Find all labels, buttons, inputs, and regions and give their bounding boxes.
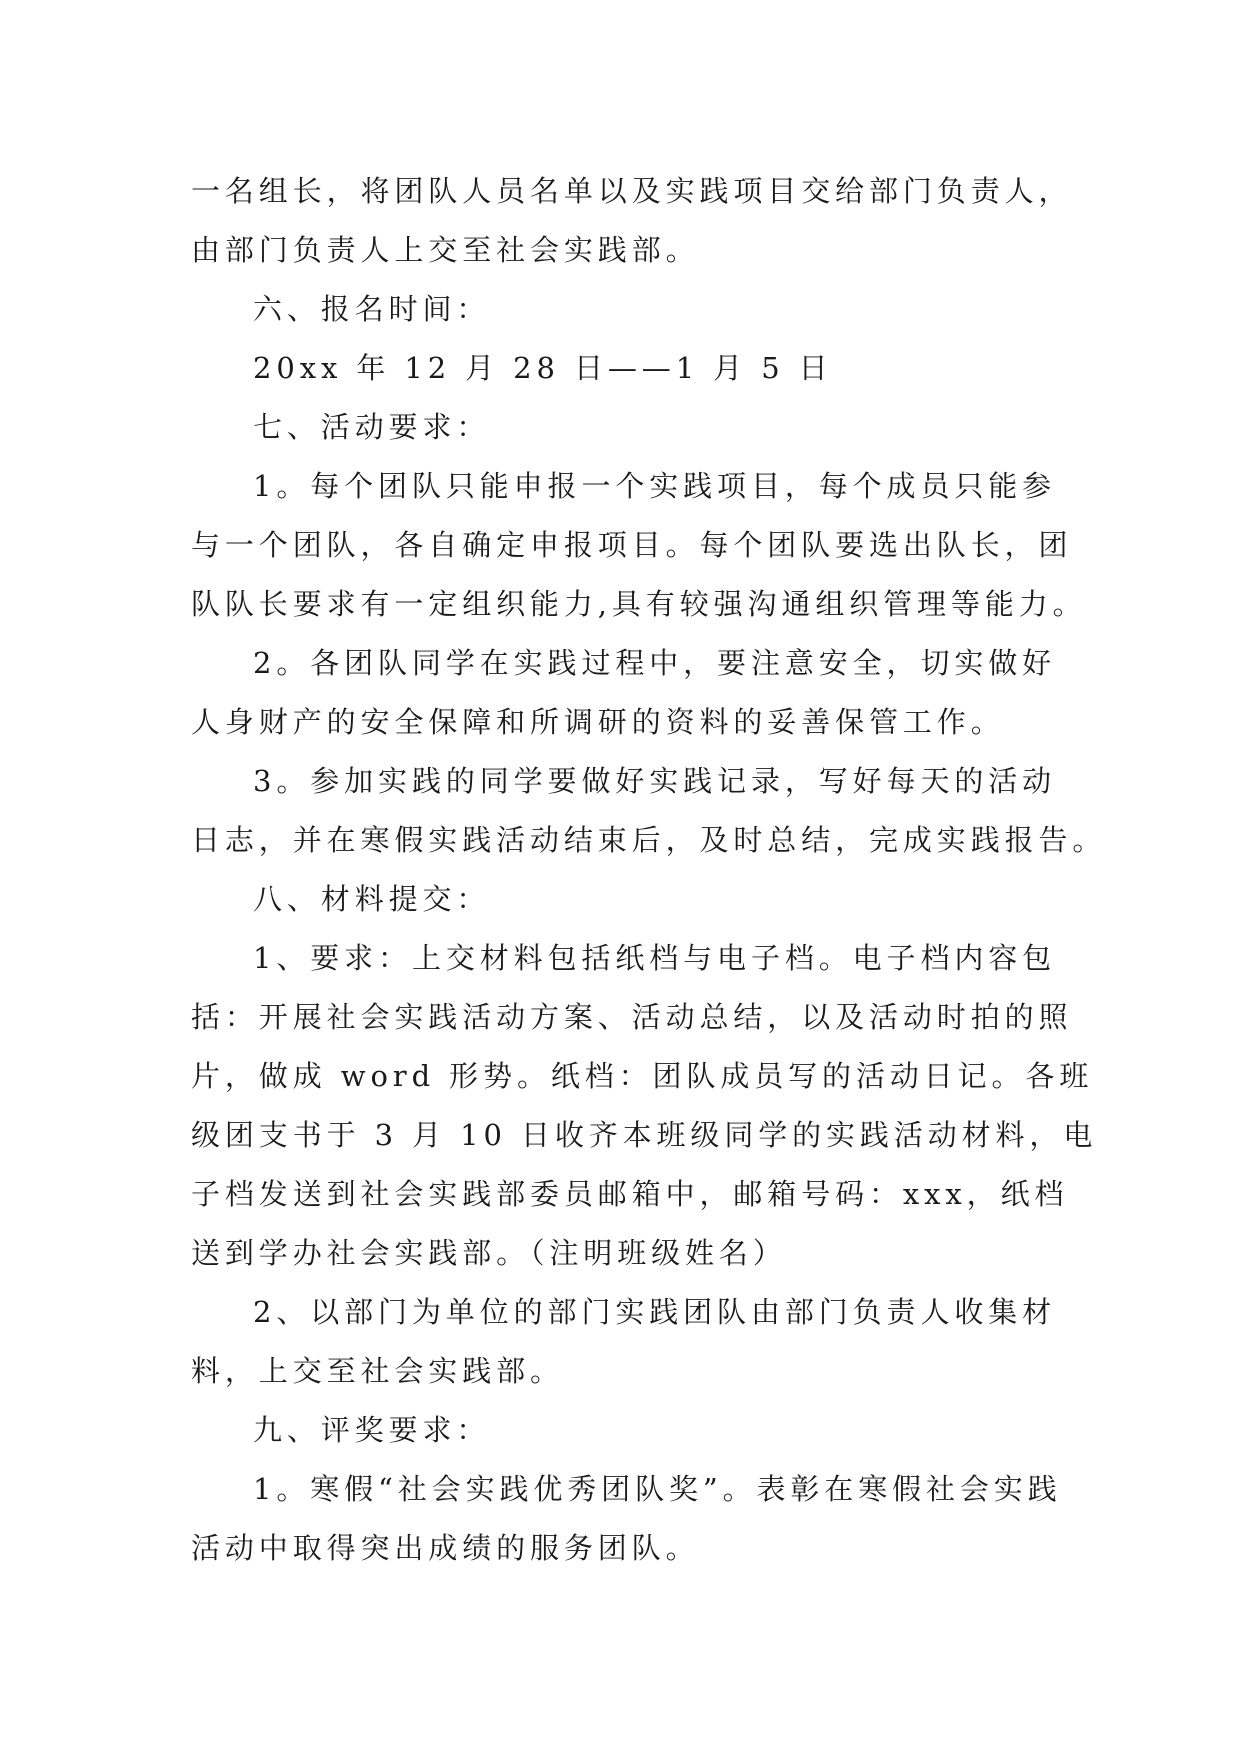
text-line: 与一个团队，各自确定申报项目。每个团队要选出队长，团 xyxy=(191,528,1073,562)
text-line: 由部门负责人上交至社会实践部。 xyxy=(191,233,700,267)
text-line: 片，做成 word 形势。纸档：团队成员写的活动日记。各班 xyxy=(191,1059,1094,1093)
text-line: 2、以部门为单位的部门实践团队由部门负责人收集材 xyxy=(253,1295,1057,1329)
document-body xyxy=(191,162,1107,1578)
text-line: 级团支书于 3 月 10 日收齐本班级同学的实践活动材料，电 xyxy=(191,1118,1098,1152)
text-line: 队队长要求有一定组织能力,具有较强沟通组织管理等能力。 xyxy=(191,587,1087,621)
text-line: 2。各团队同学在实践过程中，要注意安全，切实做好 xyxy=(253,646,1057,680)
text-line: 活动中取得突出成绩的服务团队。 xyxy=(191,1531,700,1565)
text-line: 1。每个团队只能申报一个实践项目，每个成员只能参 xyxy=(253,469,1057,503)
text-line: 子档发送到社会实践部委员邮箱中，邮箱号码：xxx，纸档 xyxy=(191,1177,1069,1211)
text-line: 料，上交至社会实践部。 xyxy=(191,1354,564,1388)
text-line: 一名组长，将团队人员名单以及实践项目交给部门负责人， xyxy=(191,174,1073,208)
section-heading: 七、活动要求： xyxy=(253,410,491,444)
text-line: 送到学办社会实践部。（注明班级姓名） xyxy=(191,1236,787,1270)
text-line: 1。寒假“社会实践优秀团队奖”。表彰在寒假社会实践 xyxy=(253,1472,1062,1506)
registration-date: 20xx 年 12 月 28 日——1 月 5 日 xyxy=(253,351,833,385)
section-heading: 六、报名时间： xyxy=(253,292,491,326)
text-line: 日志，并在寒假实践活动结束后，及时总结，完成实践报告。 xyxy=(191,823,1107,857)
section-heading: 八、材料提交： xyxy=(253,882,491,916)
section-heading: 九、评奖要求： xyxy=(253,1413,491,1447)
text-line: 人身财产的安全保障和所调研的资料的妥善保管工作。 xyxy=(191,705,1005,739)
text-line: 3。参加实践的同学要做好实践记录，写好每天的活动 xyxy=(253,764,1057,798)
text-line: 1、要求：上交材料包括纸档与电子档。电子档内容包 xyxy=(253,941,1057,975)
text-line: 括：开展社会实践活动方案、活动总结，以及活动时拍的照 xyxy=(191,1000,1073,1034)
